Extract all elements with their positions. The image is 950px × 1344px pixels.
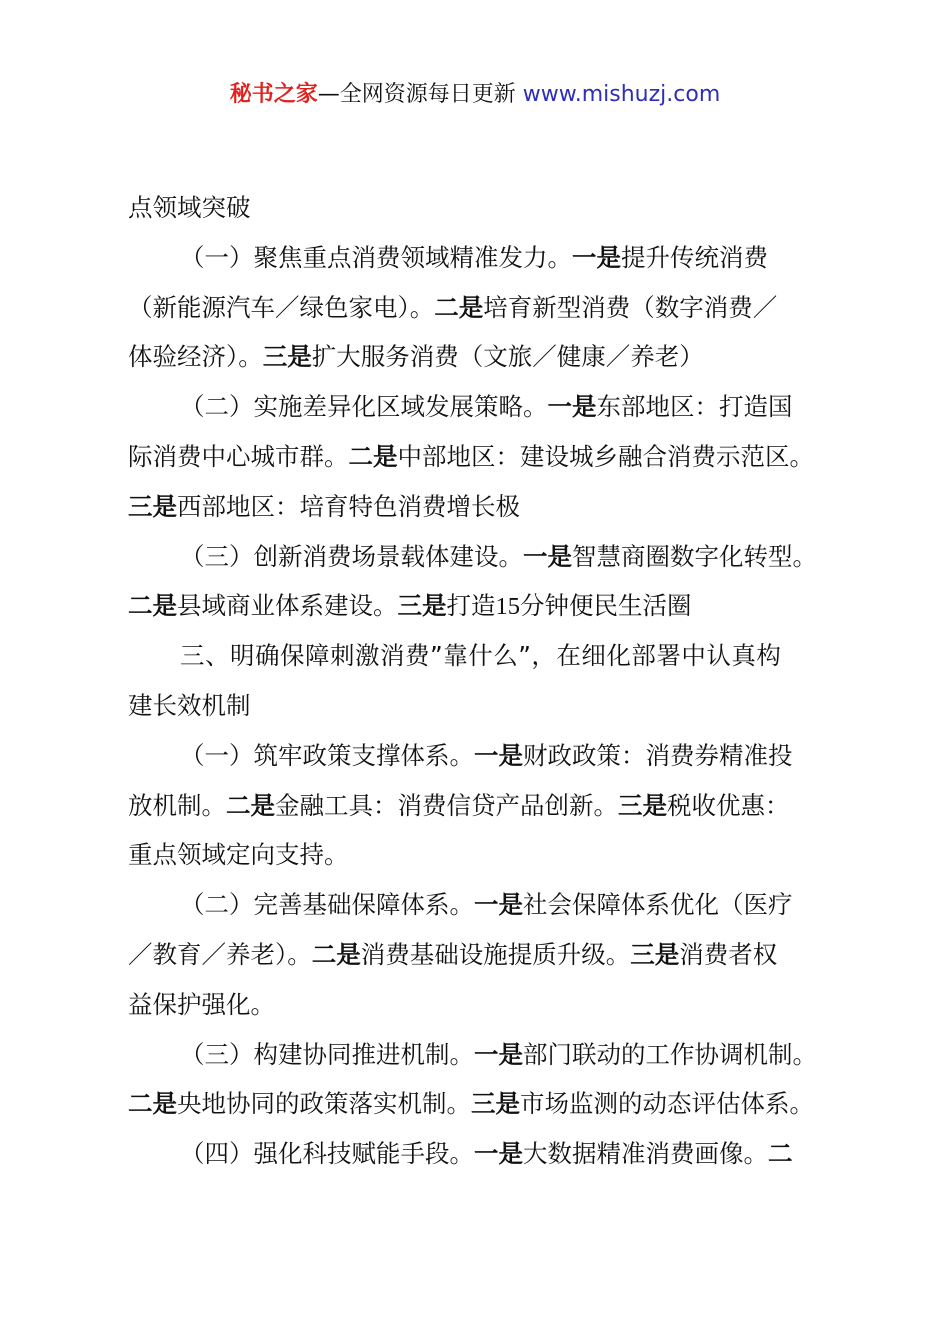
paragraph-line: [128, 233, 854, 283]
text-run: 际消费中心城市群。: [128, 441, 349, 471]
text-run: 市场监测的动态评估体系。: [520, 1089, 814, 1119]
text-run: 15: [495, 593, 520, 621]
text-run: （二）实施差异化区域发展策略。: [180, 392, 548, 422]
header-tagline: —全网资源每日更新: [317, 82, 516, 107]
text-run: （三）构建协同推进机制。: [180, 1039, 474, 1069]
ordinal-marker: 三是: [618, 790, 667, 820]
text-run: 益保护强化。: [128, 989, 275, 1019]
paragraph-line: [128, 432, 854, 482]
paragraph-line: [128, 731, 854, 781]
paragraph-line: [128, 581, 854, 631]
ordinal-marker: 二是: [311, 939, 361, 969]
ordinal-marker: 一是: [474, 1139, 523, 1169]
text-run: 扩大服务消费（文旅／健康／养老）: [311, 342, 704, 372]
paragraph-line: [128, 532, 854, 582]
text-run: 央地协同的政策落实机制。: [177, 1089, 471, 1119]
paragraph-line: [128, 1129, 854, 1179]
text-run: （三）创新消费场景载体建设。: [180, 541, 523, 571]
text-run: 社会保障体系优化（医疗: [523, 890, 793, 920]
text-run: 税收优惠：: [667, 790, 790, 820]
paragraph-line: [128, 830, 854, 880]
paragraph-line: [128, 482, 854, 532]
ordinal-marker: 二是: [348, 441, 398, 471]
text-run: 重点领域定向支持。: [128, 840, 349, 870]
text-run: 部门联动的工作协调机制。: [523, 1039, 817, 1069]
ordinal-marker: 三是: [397, 591, 447, 621]
paragraph-line: [128, 382, 854, 432]
text-run: 中部地区：建设城乡融合消费示范区。: [397, 441, 814, 471]
ordinal-marker: 三是: [471, 1089, 520, 1119]
text-run: 财政政策：消费券精准投: [523, 740, 793, 770]
ordinal-marker: 三是: [262, 342, 312, 372]
text-run: 三、明确保障刺激消费”靠什么”，在细化部署中认真构: [180, 641, 782, 671]
paragraph-line: [128, 880, 854, 930]
ordinal-marker: 一是: [547, 392, 597, 422]
paragraph-line: [128, 332, 854, 382]
ordinal-marker: 一是: [474, 1039, 523, 1069]
text-run: 放机制。: [128, 790, 226, 820]
paragraph-line: [128, 283, 854, 333]
text-run: （四）强化科技赋能手段。: [180, 1139, 474, 1169]
ordinal-marker: 三是: [630, 939, 680, 969]
text-run: 分钟便民生活圈: [520, 591, 692, 621]
page-header: [0, 78, 950, 112]
ordinal-marker: 二是: [434, 292, 484, 322]
paragraph-line: [128, 1030, 854, 1080]
text-run: 培育新型消费（数字消费／: [483, 292, 778, 322]
ordinal-marker: 三是: [128, 491, 177, 521]
text-run: 体验经济）。: [128, 342, 263, 372]
section-heading-line: [128, 631, 854, 681]
ordinal-marker: 一是: [523, 541, 572, 571]
text-run: ／教育／养老）。: [128, 939, 312, 969]
text-run: 消费基础设施提质升级。: [360, 939, 631, 969]
ordinal-marker: 二: [768, 1139, 793, 1169]
text-run: 建长效机制: [128, 690, 251, 720]
paragraph-line: [128, 681, 854, 731]
paragraph-line: [128, 183, 854, 233]
text-run: （二）完善基础保障体系。: [180, 890, 474, 920]
text-run: （一）聚焦重点消费领域精准发力。: [180, 242, 572, 272]
brand-name: 秘书之家: [229, 82, 318, 107]
text-run: 西部地区：培育特色消费增长极: [177, 491, 520, 521]
text-run: 县域商业体系建设。: [177, 591, 398, 621]
ordinal-marker: 二是: [128, 1089, 177, 1119]
text-run: 智慧商圈数字化转型。: [572, 541, 817, 571]
text-run: 东部地区：打造国: [596, 392, 793, 422]
ordinal-marker: 一是: [474, 740, 523, 770]
ordinal-marker: 一是: [474, 890, 523, 920]
ordinal-marker: 二是: [128, 591, 177, 621]
text-run: 大数据精准消费画像。: [523, 1139, 768, 1169]
text-run: 打造: [446, 591, 496, 621]
text-run: 消费者权: [679, 939, 778, 969]
ordinal-marker: 一是: [572, 242, 621, 272]
text-run: 提升传统消费: [621, 242, 768, 272]
paragraph-line: [128, 781, 854, 831]
text-run: 金融工具：消费信贷产品创新。: [275, 790, 618, 820]
paragraph-line: [128, 1079, 854, 1129]
paragraph-line: [128, 930, 854, 980]
paragraph-line: [128, 980, 854, 1030]
site-url-link[interactable]: www.mishuzj.com: [522, 82, 721, 107]
text-run: 点领域突破: [128, 193, 251, 222]
document-body: [128, 183, 854, 1179]
text-run: （新能源汽车／绿色家电）。: [128, 292, 435, 322]
text-run: （一）筑牢政策支撑体系。: [180, 740, 474, 770]
ordinal-marker: 二是: [226, 790, 275, 820]
